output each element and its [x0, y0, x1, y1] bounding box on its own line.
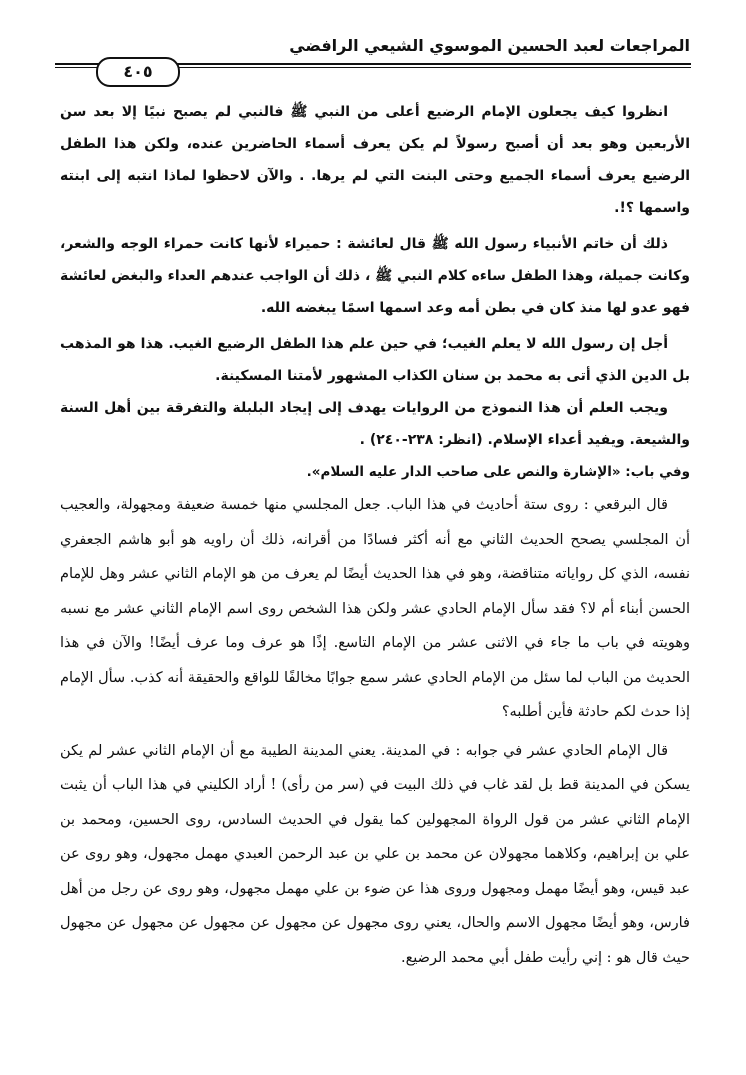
paragraph-5: قال البرقعي : روى ستة أحاديث في هذا الباب. جعل المجلسي منها خمسة ضعيفة ومجهولة، والعجيب أن المجلسي يصحح الحديث الثاني مع أنه أكثر فسادًا من أقرانه، ذلك أن راويه هو أبو هاشم الجعفري نفسه، الذي كل رواياته متناقضة، وهو في هذا الحديث أيضًا لم يعرف من هو الإمام الثاني عشر وهل للإمام الحسن أبناء أم لا؟ فقد سأل الإمام الحادي عشر ولكن هذا الشخص روى اسم الإمام الثاني عشر مع نسبه وهويته في باب ما جاء في الاثنى عشر من الإمام التاسع. إذًا هو عرف وما عرف أيضًا! والآن في هذا الحديث من الباب لما سئل من الإمام الحادي عشر سمع جوابًا مخالفًا للواقع والحقيقة أنه كذب. سأل الإمام إذا حدث لكم حادثة فأين أطلبه؟: [60, 497, 690, 720]
page-body: [60, 96, 690, 975]
paragraph-1: انظروا كيف يجعلون الإمام الرضيع أعلى من النبي ﷺ فالنبي لم يصبح نبيًا إلا بعد سن الأربعين وهو بعد أن أصبح رسولاً لم يكن يعرف أسماء الحاضرين عنده، ولكن هذا الطفل الرضيع يعرف أسماء الجميع وحتى البنت التي لم يرها. . والآن لاحظوا لماذا انتبه إلى ابنته واسمها ؟!.: [60, 104, 690, 216]
running-title: المراجعات لعبد الحسين الموسوي الشيعي الرافضي: [289, 36, 690, 55]
section-heading: وفي باب: «الإشارة والنص على صاحب الدار عليه السلام».: [306, 464, 690, 480]
page-number: ٤٠٥: [96, 57, 180, 87]
paragraph-4: ويجب العلم أن هذا النموذج من الروايات يهدف إلى إيجاد البلبلة والتفرقة بين أهل السنة والشيعة. ويفيد أعداء الإسلام. (انظر: ٢٣٨-٢٤٠) .: [60, 400, 690, 448]
paragraph-2: ذلك أن خاتم الأنبياء رسول الله ﷺ قال لعائشة : حميراء لأنها كانت حمراء الوجه والشعر، وكانت جميلة، وهذا الطفل ساءه كلام النبي ﷺ ، ذلك أن الواجب عندهم العداء والبغض لعائشة فهو عدو لها منذ كان في بطن أمه وعد اسمها اسمًا يبغضه الله.: [60, 236, 690, 316]
paragraph-6: قال الإمام الحادي عشر في جوابه : في المدينة. يعني المدينة الطيبة مع أن الإمام الثاني عشر لم يكن يسكن في المدينة قط بل لقد غاب في ذلك البيت في (سر من رأى) ! أراد الكليني في هذا الباب أن يثبت الإمام الثاني عشر من قول الرواة المجهولين كما يقول في الحديث السادس، روى الحسين، ومحمد بن علي بن إبراهيم، وكلاهما مجهولان عن محمد بن علي بن عبد الرحمن العبدي مهمل مجهول، وهو روى عن عبد قيس، وهو أيضًا مهمل ومجهول وروى هذا عن ضوء بن علي مهمل مجهول، وهو روى عن رجل من أهل فارس، وهو أيضًا مجهول الاسم والحال، يعني روى مجهول عن مجهول عن مجهول عن مجهول عن مجهول حيث قال هو : إني رأيت طفل أبي محمد الرضيع.: [60, 742, 690, 966]
paragraph-3: أجل إن رسول الله لا يعلم الغيب؛ في حين علم هذا الطفل الرضيع الغيب. هذا هو المذهب بل الدين الذي أتى به محمد بن سنان الكذاب المشهور لأمتنا المسكينة.: [60, 336, 690, 384]
